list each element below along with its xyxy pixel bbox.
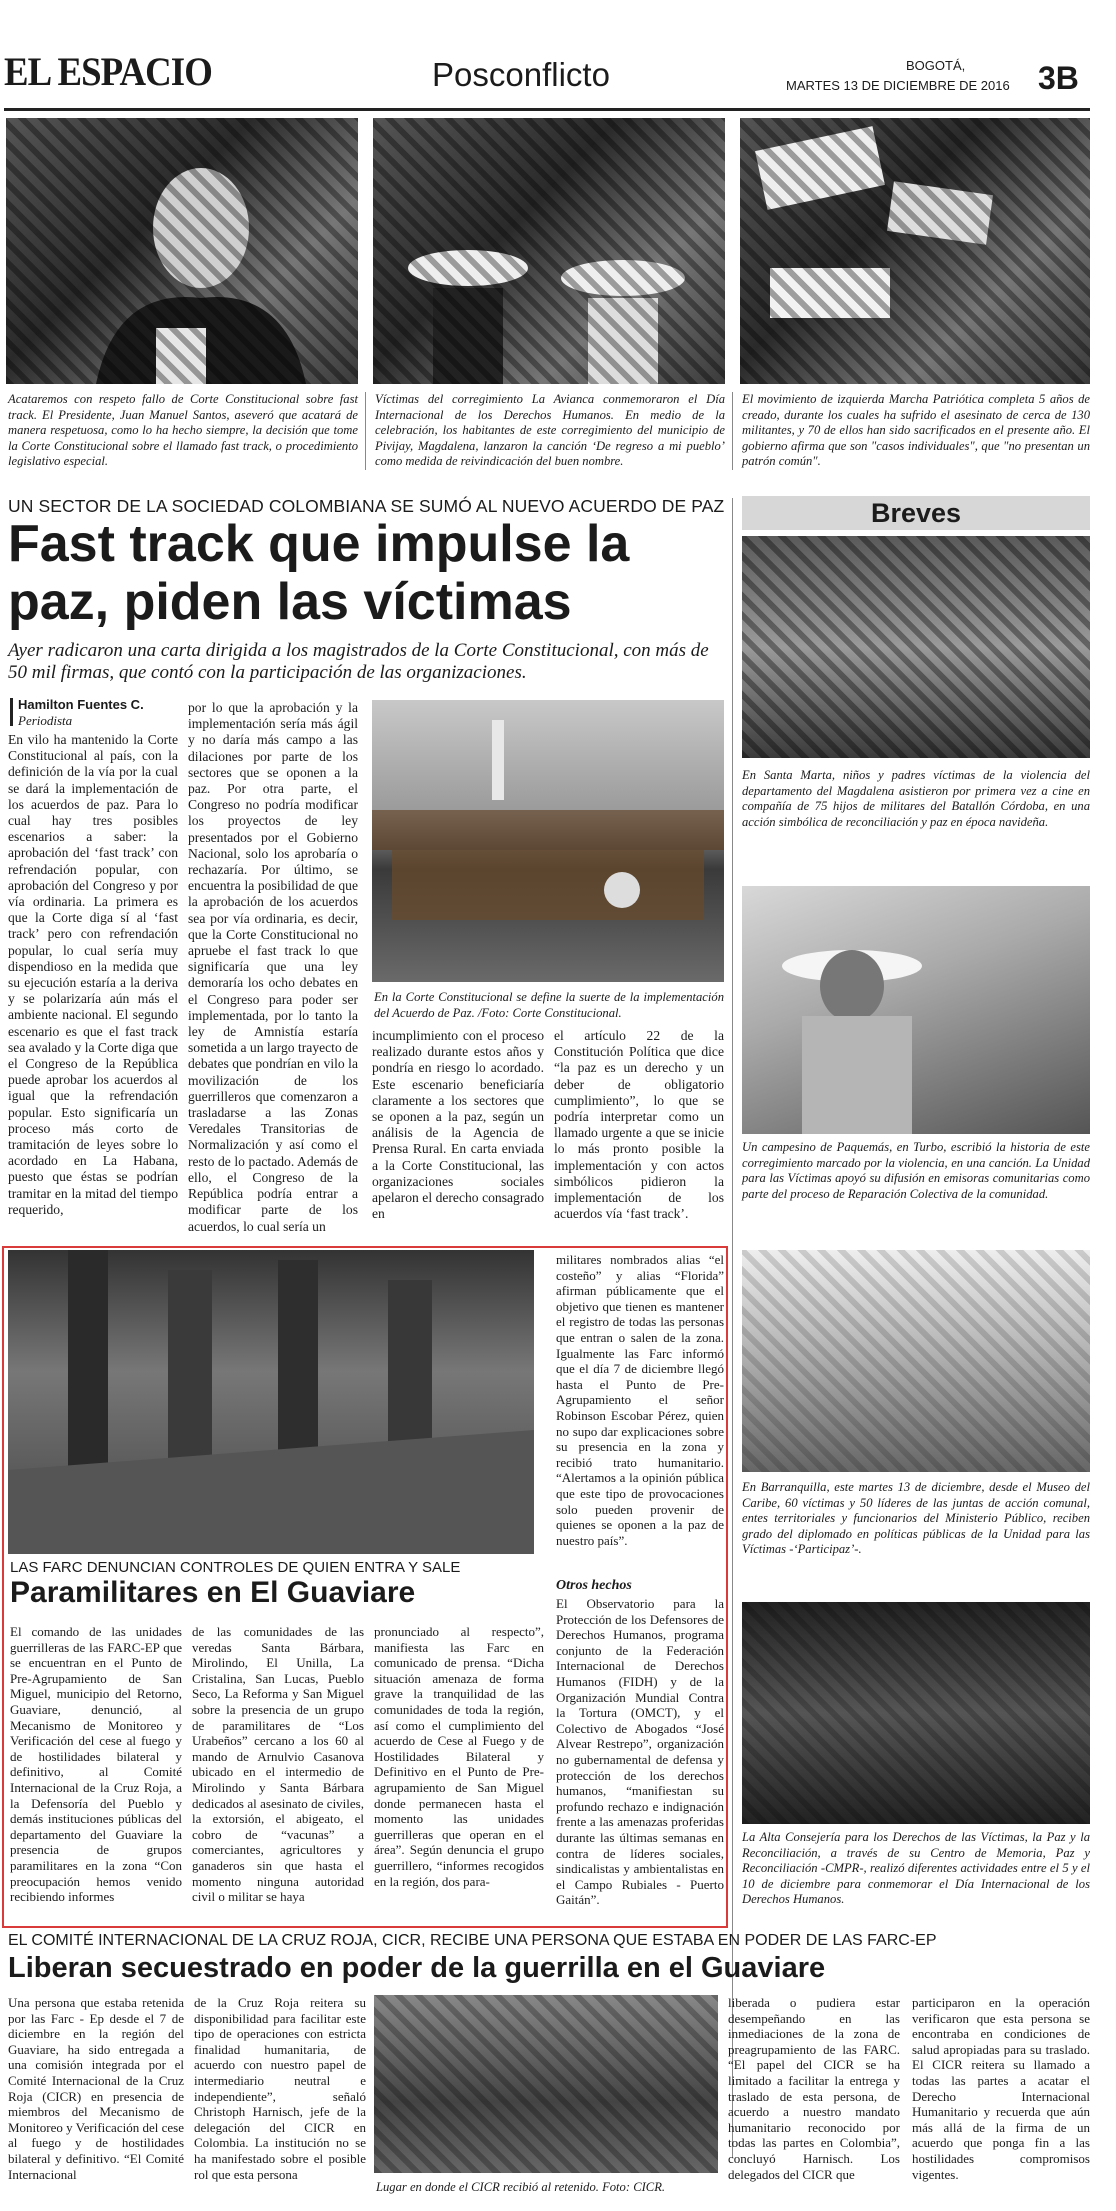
breves-divider xyxy=(732,498,733,2158)
guaviare-right-bottom: El Observatorio para la Protección de los Defensores de Derechos Humanos, programa conjunto de la Federación Internacional de Derechos Humanos (FIDH) y de la Organización Mundial Contra la Tortura (OMCT), y el Colectivo de Abogados “José Alvear Restrepo”, organización no gubernamental de defensa y protección de los derechos humanos, “manifiestan su profundo rechazo e indignación frente a las amenazas proferidas durante las últimas semanas en contra de líderes sociales, sindicalistas y ambientalistas en el Campo Rubiales - Puerto Gaitán”. xyxy=(556,1596,724,1908)
bottom-column-1: Una persona que estaba retenida por las Farc - Ep desde el 7 de diciembre en la región del Guaviare, ha sido entregada a una comisión integrada por el Comité Internacional de la Cruz Roja (CICR) en presencia de miembros del Mecanismo de Monitoreo y Verificación del cese al fuego y de hostilidades bilateral y definitivo. “El Comité Internacional xyxy=(8,1995,184,2182)
author-role: Periodista xyxy=(18,713,73,728)
guaviare-photo xyxy=(8,1250,534,1554)
guaviare-kicker: LAS FARC DENUNCIAN CONTROLES DE QUIEN ENTRA Y SALE xyxy=(10,1559,461,1576)
guaviare-headline: Paramilitares en El Guaviare xyxy=(10,1576,416,1609)
guaviare-right-top: militares nombrados alias “el costeño” y alias “Florida” afirman públicamente que el objetivo que tienen es mantener el registro de todas las personas que entran o salen de la zona. Igualmente las Farc informó que el día 7 de diciembre llegó hasta el Punto de Pre-Agrupamiento el señor Robinson Escobar Pérez, quien no supo dar explicaciones sobre su presencia en la zona y recibió trato humanitario. “Alertamos a la opinión pública que este tipo de provocaciones solo pueden provenir de quienes se oponen a la paz de nuestro país”. xyxy=(556,1252,724,1548)
guaviare-column-3: pronunciado al respecto”, manifiesta las Farc en comunicado de prensa. “Dicha situación amenaza de forma grave la tranquilidad de las comunidades de toda la región, así como el cumplimiento del acuerdo de Cese al Fuego y de Hostilidades Bilateral y Definitivo en el Punto de Pre-agrupamiento de San Miguel donde permanecen hasta el momento las unidades guerrilleras que operan en el área”. Según denuncia el grupo guerrillero, “informes recogidos en la región, dos para- xyxy=(374,1624,544,1889)
lead-column-4: el artículo 22 de la Constitución Política que dice “la paz es un derecho y un deber de obligatorio cumplimiento”, lo que se podría interpretar como un llamado urgente a que se inicie lo más pronto posible la implementación y con actos simbólicos pidieron la implementación de los acuerdos vía ‘fast track’. xyxy=(554,1028,724,1222)
lead-photo-caption: En la Corte Constitucional se define la suerte de la implementación del Acuerdo de Paz. /Foto: Corte Constitucional. xyxy=(374,990,724,1020)
bottom-column-2: de la Cruz Roja reitera su disponibilidad para facilitar este tipo de operaciones con estricta finalidad humanitaria, de acuerdo con nuestro papel de intermediario neutral e independiente”, señaló Christoph Harnisch, jefe de la delegación del CICR en Colombia. La institución no se ha manifestado sobre el posible rol que esta persona xyxy=(194,1995,366,2182)
top-photo-2-caption: Víctimas del corregimiento La Avianca conmemoraron el Día Internacional de los Derechos Humanos. En medio de la celebración, los habitantes de este corregimiento del municipio de Pivijay, Magdalena, lanzaron la canción ‘De regreso a mi pueblo’ como medida de reivindicación del buen nombre. xyxy=(375,392,725,469)
lead-photo xyxy=(372,700,724,982)
author-name: Hamilton Fuentes C. xyxy=(18,697,144,712)
breves-photo-4 xyxy=(742,1602,1090,1824)
lead-kicker: UN SECTOR DE LA SOCIEDAD COLOMBIANA SE SUMÓ AL NUEVO ACUERDO DE PAZ xyxy=(8,496,725,516)
lead-column-1: En vilo ha mantenido la Corte Constitucional al país, con la definición de la vía por la cual se dará la implementación de los acuerdos de paz. Para lo cual hay tres posibles escenarios a saber: la aprobación del ‘fast track’ con refrendación popular, con aprobación del Congreso y por vía ordinaria. La primera es que la Corte diga sí al ‘fast track’ pero con refrendación popular, lo cual sería muy dispendioso en la medida que su ejecución estaría a la deriva y se polarizaría aún más el ambiente nacional. El segundo escenario es que el fast track sea avalado y la Corte diga que el Congreso de la República puede aprobar los acuerdos al igual que la refrendación popular. Esto significaría un proceso más corto de tramitación de leyes sobre lo acordado en La Habana, puesto que éstas se podrían tramitar en la mitad del tiempo requerido, xyxy=(8,732,178,1217)
bottom-photo xyxy=(374,1995,718,2173)
photo-silhouette xyxy=(372,700,724,982)
photo-silhouette xyxy=(742,886,1090,1134)
lead-headline-line-1: Fast track que impulse la xyxy=(8,515,630,573)
masthead-rule xyxy=(4,108,1090,111)
bottom-photo-caption: Lugar en donde el CICR recibió al retenido. Foto: CICR. xyxy=(376,2180,666,2194)
top-divider-2 xyxy=(732,392,733,470)
bottom-headline: Liberan secuestrado en poder de la guerrilla en el Guaviare xyxy=(8,1952,826,1984)
breves-caption-4: La Alta Consejería para los Derechos de las Víctimas, la Paz y la Reconciliación, a través de su Centro de Memoria, Paz y Reconciliación -CMPR-, realizó diferentes actividades entre el 5 y el 10 de diciembre para conmemorar el Día Internacional de los Derechos Humanos. xyxy=(742,1830,1090,1907)
breves-caption-2: Un campesino de Paquemás, en Turbo, escribió la historia de este corregimiento marcado por la violencia, en una canción. La Unidad para las Víctimas apoyó su difusión en emisoras comunitarias como parte del proceso de Reparación Colectiva de la comunidad. xyxy=(742,1140,1090,1201)
photo-silhouette xyxy=(8,1250,534,1554)
top-photo-3 xyxy=(740,118,1090,384)
masthead-city: BOGOTÁ, xyxy=(906,58,966,73)
guaviare-column-1: El comando de las unidades guerrilleras de las FARC-EP que se encuentran en el Punto de Pre-Agrupamiento de San Miguel, municipio del Retorno, Guaviare, denunció, al Mecanismo de Monitoreo y Verificación del cese al fuego y de hostilidades bilateral y definitivo, al Comité Internacional de la Cruz Roja, a la Defensoría del Pueblo y demás instituciones públicas del departamento del Guaviare la presencia de grupos paramilitares en la zona “Con preocupación hemos venido recibiendo informes xyxy=(10,1624,182,1905)
bottom-kicker: EL COMITÉ INTERNACIONAL DE LA CRUZ ROJA, CICR, RECIBE UNA PERSONA QUE ESTABA EN PODER DE LAS FARC-EP xyxy=(8,1932,937,1949)
top-photo-1 xyxy=(6,118,358,384)
top-photo-1-caption: Acataremos con respeto fallo de Corte Constitucional sobre fast track. El Presidente, Juan Manuel Santos, aseveró que acatará de manera respetuosa, como lo ha hecho siempre, la decisión que tome la Corte Constitucional sobre el llamado fast track, o procedimiento legislativo especial. xyxy=(8,392,358,469)
lead-column-2: por lo que la aprobación y la implementación sería más ágil y no daría más campo a las dilaciones por parte de los sectores que se oponen a la paz. Por otra parte, el Congreso no podría modificar los proyectos de ley presentados por el Gobierno Nacional, solo los aprobaría o rechazaría. Por último, se encuentra la posibilidad de que la aprobación de los acuerdos sea por vía ordinaria, es decir, que la Corte Constitucional no apruebe el fast track lo que significaría que una ley demoraría los ocho debates en el Congreso para poder ser implementada, por lo tanto la ley de Amnistía estaría sometida a un largo trayecto de debates que pondrían en vilo la movilización de los guerrilleros que comenzaron a trasladarse a las Zonas Veredales Transitorias de Normalización y así como el resto de lo pactado. Además de ello, el Congreso de la República podría entrar a modificar parte de los acuerdos, lo cual sería un xyxy=(188,700,358,1234)
section-title: Posconflicto xyxy=(432,56,610,93)
top-photo-3-caption: El movimiento de izquierda Marcha Patriótica completa 5 años de creado, durante los cuales ha sufrido el asesinato de cerca de 130 militantes, y 70 de ellos han sido sacrificados en el presente año. El gobierno afirma que son "casos individuales", que "no presentan un patrón común". xyxy=(742,392,1090,469)
lead-deck: Ayer radicaron una carta dirigida a los magistrados de la Corte Constitucional, con más de 50 mil firmas, que contó con la participación de las organizaciones. xyxy=(8,640,709,683)
top-photo-2 xyxy=(373,118,725,384)
guaviare-column-2: de las comunidades de las veredas Santa Bárbara, Mirolindo, El Unilla, La Cristalina, San Lucas, Pueblo Seco, La Reforma y San Miguel sobre la presencia de un grupo de paramilitares de “Los Urabeños” cercano a los 60 al mando de Arnulvio Casanova ubicado en el intermedio de Mirolindo y Santa Bárbara dedicados al asesinato de civiles, la extorsión, el abigeato, el cobro de “vacunas” a comerciantes, agricultores y ganaderos sin que hasta el momento ninguna autoridad civil o militar se haya xyxy=(192,1624,364,1905)
lead-column-3: incumplimiento con el proceso realizado durante estos años y pondría en riesgo lo acordado. Este escenario beneficiaría claramente a los sectores que se oponen a la paz, según un análisis de la Agencia de Prensa Rural. En carta enviada a la Corte Constitucional, las organizaciones sociales apelaron el derecho consagrado en xyxy=(372,1028,544,1222)
masthead-date: MARTES 13 DE DICIEMBRE DE 2016 xyxy=(786,78,1010,93)
guaviare-subhead: Otros hechos xyxy=(556,1578,632,1593)
top-divider-1 xyxy=(365,392,366,470)
breves-photo-2 xyxy=(742,886,1090,1134)
bottom-column-3: liberada o pudiera estar desempeñando en las inmediaciones de la zona de preagrupamiento de las FARC. “El papel del CICR se ha limitado a facilitar la entrega y traslado de esta persona, de acuerdo a nuestro mandato humanitario reconocido por todas las partes en Colombia”, concluyó Harnisch. Los delegados del CICR que xyxy=(728,1995,900,2182)
lead-headline-line-2: paz, piden las víctimas xyxy=(8,573,572,631)
breves-title: Breves xyxy=(742,496,1090,530)
breves-caption-1: En Santa Marta, niños y padres víctimas de la violencia del departamento del Magdalena asistieron por primera vez a cine en compañía de 75 hijos de militares del Batallón Córdoba, en una acción simbólica de reconciliación y paz en época navideña. xyxy=(742,768,1090,829)
breves-caption-3: En Barranquilla, este martes 13 de diciembre, desde el Museo del Caribe, 60 víctimas y 50 líderes de las juntas de acción comunal, entes territoriales y funcionarios del Ministerio Público, reciben grado del diplomado en políticas públicas de la Unidad para las Víctimas -‘Participaz’-. xyxy=(742,1480,1090,1557)
breves-photo-1 xyxy=(742,536,1090,758)
author-bar xyxy=(10,698,13,726)
page-number: 3B xyxy=(1038,60,1079,96)
brand-logo: EL ESPACIO xyxy=(4,49,212,94)
bottom-column-4: participaron en la operación verificaron que esta persona se encontraba en condiciones de salud apropiadas para su traslado. El CICR reitera su llamado a todas las partes a acatar el Derecho Internacional Humanitario y recuerda que aún más allá de la firma de un acuerdo que ponga fin a las hostilidades compromisos vigentes. xyxy=(912,1995,1090,2182)
breves-photo-3 xyxy=(742,1250,1090,1472)
